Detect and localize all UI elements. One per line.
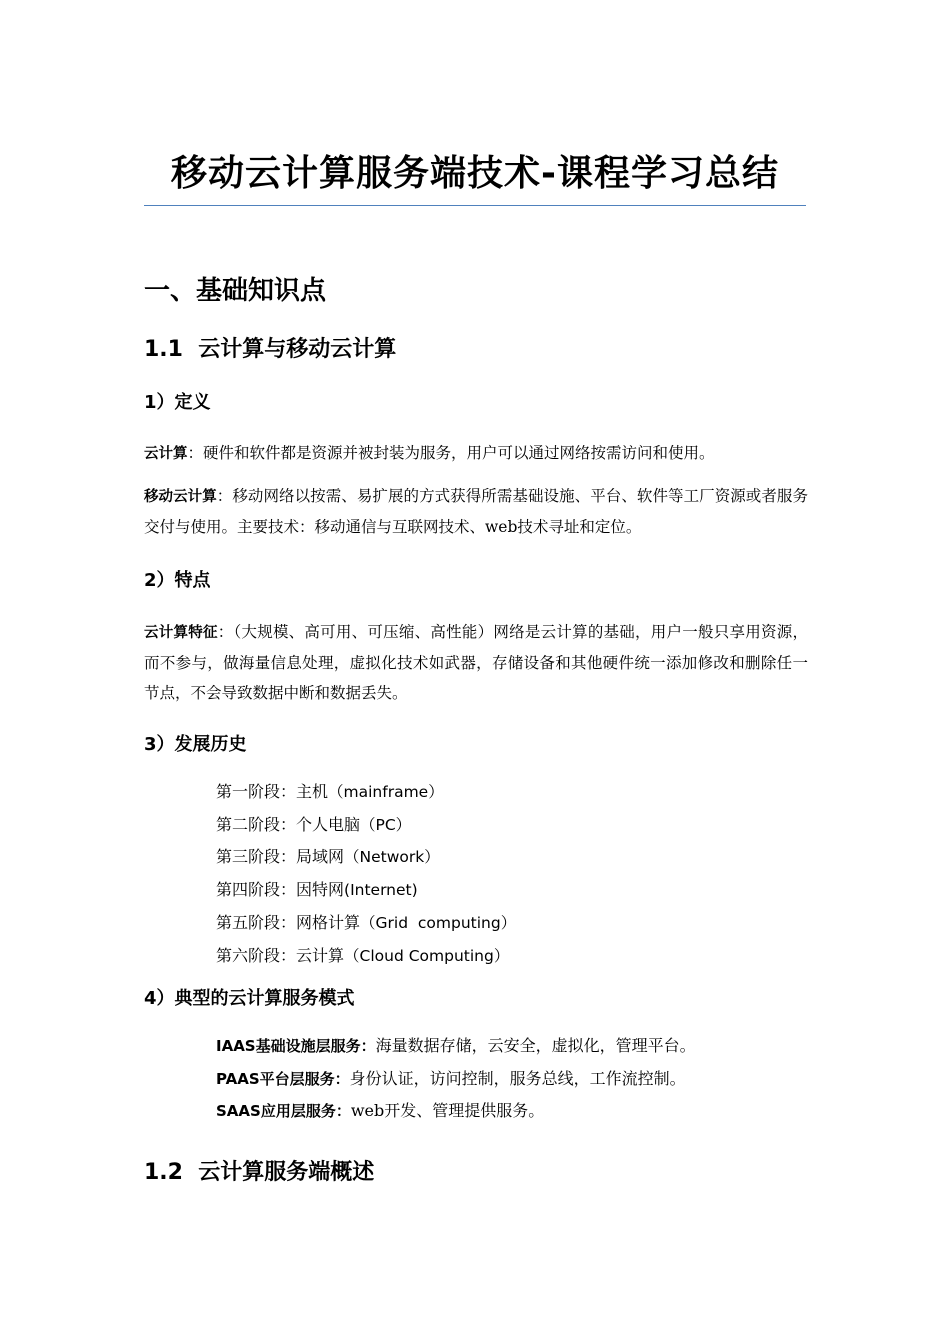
section-heading-basics: 一、基础知识点	[144, 276, 327, 306]
term-cloud-computing: 云计算	[144, 446, 188, 462]
paragraph-cloud-definition	[144, 438, 808, 469]
subsection-heading-cloud: 1.1 云计算与移动云计算	[144, 337, 397, 362]
term-cloud-features: 云计算特征	[144, 625, 218, 641]
list-item: 第六阶段：云计算（Cloud Computing）	[216, 945, 510, 965]
list-item: IAAS基础设施层服务：海量数据存储，云安全，虚拟化，管理平台。	[216, 1036, 696, 1055]
title-underline	[144, 205, 806, 206]
heading-definition: 1）定义	[144, 392, 211, 413]
list-item: 第三阶段：局域网（Network）	[216, 847, 440, 867]
list-item: 第五阶段：网格计算（Grid computing）	[216, 912, 517, 932]
term-mobile-cloud: 移动云计算	[144, 489, 217, 505]
history-stage-list	[216, 776, 516, 972]
service-model-list	[216, 1030, 696, 1128]
list-item: 第二阶段：个人电脑（PC）	[216, 814, 412, 834]
list-item: SAAS应用层服务：web开发、管理提供服务。	[216, 1101, 545, 1121]
text-mobile-cloud-definition: ：移动网络以按需、易扩展的方式获得所需基础设施、平台、软件等工厂资源或者服务交付与使用。主要技术：移动通信与互联网技术、web技术寻址和定位。	[144, 487, 808, 536]
list-item: 第四阶段：因特网(Internet)	[216, 880, 418, 900]
paragraph-mobile-cloud-definition	[144, 481, 808, 542]
term-iaas: IAAS基础设施层服务：	[216, 1037, 376, 1055]
term-paas: PAAS平台层服务：	[216, 1069, 350, 1088]
heading-features: 2）特点	[144, 570, 211, 591]
subsection-heading-server-overview: 1.2 云计算服务端概述	[144, 1160, 375, 1185]
heading-history: 3）发展历史	[144, 734, 247, 755]
paragraph-features	[144, 617, 808, 708]
text-cloud-definition: ：硬件和软件都是资源并被封装为服务，用户可以通过网络按需访问和使用。	[187, 444, 715, 462]
text-cloud-features: ：（大规模、高可用、可压缩、高性能）网络是云计算的基础，用户一般只享用资源，而不参与，做海量信息处理，虚拟化技术如武器，存储设备和其他硬件统一添加修改和删除任一节点，不会导致数据中断和数据丢失。	[144, 623, 808, 702]
list-item: 第一阶段：主机（mainframe）	[216, 782, 444, 801]
document-title: 移动云计算服务端技术-课程学习总结	[171, 153, 779, 194]
list-item: PAAS平台层服务：身份认证，访问控制，服务总线，工作流控制。	[216, 1068, 686, 1088]
heading-service-models: 4）典型的云计算服务模式	[144, 988, 355, 1009]
term-saas: SAAS应用层服务：	[216, 1102, 351, 1121]
